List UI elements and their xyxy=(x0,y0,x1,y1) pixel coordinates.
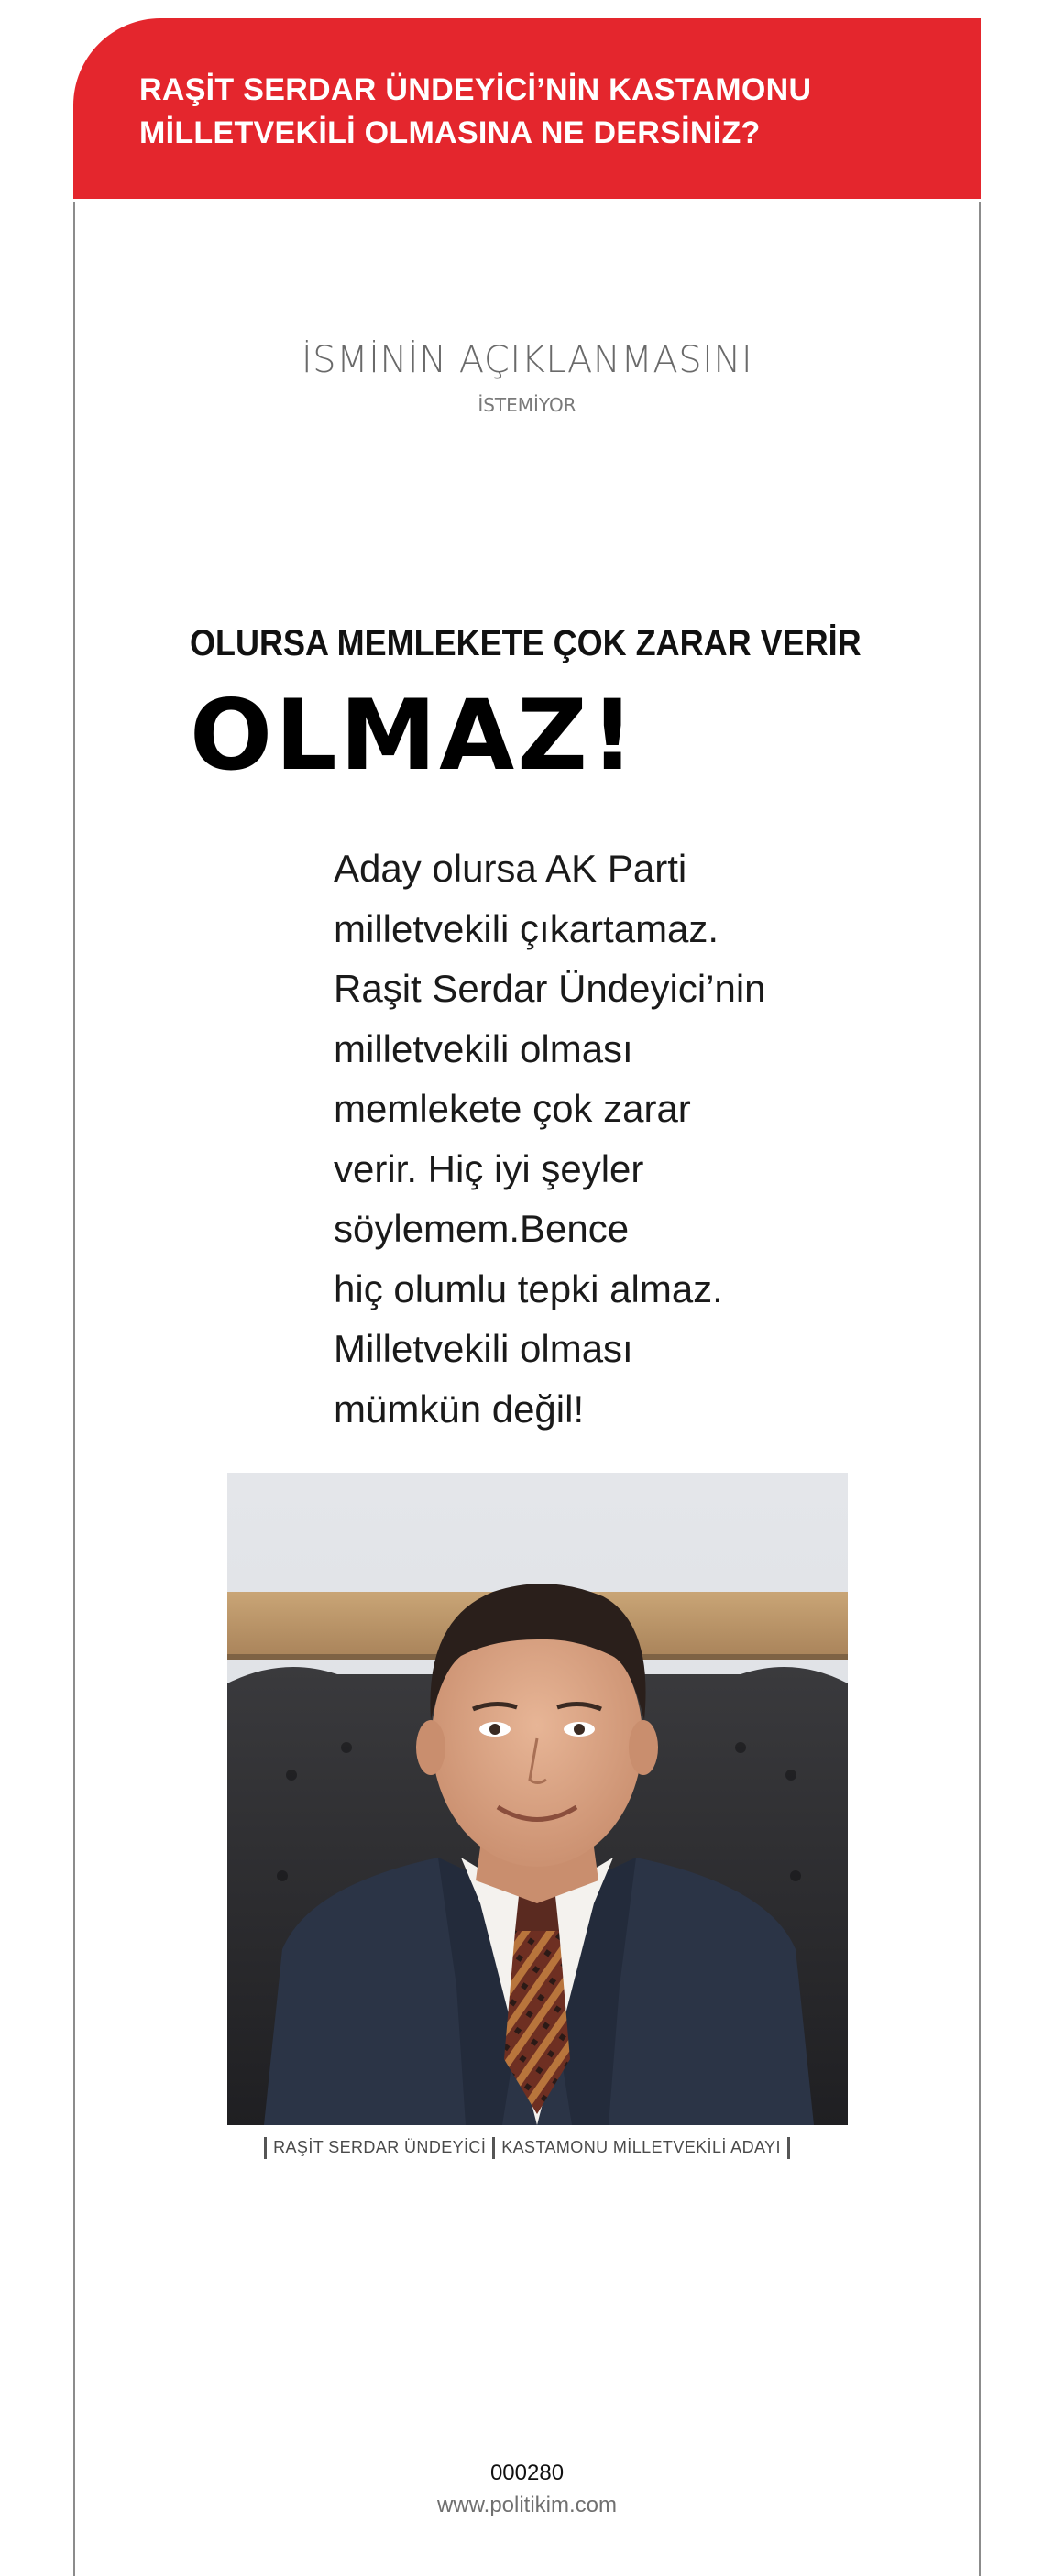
photo-caption xyxy=(73,2137,981,2159)
reference-code: 000280 xyxy=(489,2461,565,2485)
article-kicker: OLURSA MEMLEKETE ÇOK ZARAR VERİR xyxy=(190,623,862,663)
card-left-border xyxy=(73,202,75,2576)
author-name: İSMİNİN AÇIKLANMASINI xyxy=(301,339,753,381)
caption-divider xyxy=(264,2137,267,2159)
header-banner xyxy=(73,18,981,199)
caption-name: RAŞİT SERDAR ÜNDEYİCİ xyxy=(273,2137,487,2156)
caption-divider xyxy=(787,2137,790,2159)
article-card xyxy=(73,18,981,2576)
caption-divider xyxy=(492,2137,495,2159)
article-body: Aday olursa AK Parti milletvekili çıkartamaz. Raşit Serdar Ündeyici’nin milletvekili olması memlekete çok zarar verir. Hiç iyi şeyler söylemem.Bence hiç olumlu tepki almaz. Milletvekili olması mümkün değil! xyxy=(334,847,766,1431)
card-right-border xyxy=(979,202,981,2576)
author-note: İSTEMİYOR xyxy=(478,394,576,416)
page-title: RAŞİT SERDAR ÜNDEYİCİ’NİN KASTAMONU MİLLETVEKİLİ OLMASINA NE DERSİNİZ? xyxy=(139,72,812,150)
site-url: www.politikim.com xyxy=(436,2493,618,2517)
article-headline: OLMAZ! xyxy=(190,679,638,792)
caption-role: KASTAMONU MİLLETVEKİLİ ADAYI xyxy=(501,2137,781,2156)
portrait-photo xyxy=(227,1473,848,2125)
